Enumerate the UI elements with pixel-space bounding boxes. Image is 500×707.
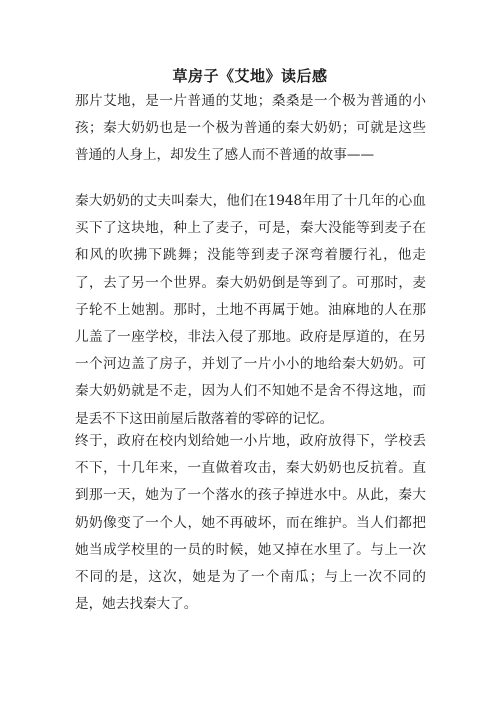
document-title: 草房子《艾地》读后感 [172,67,328,85]
paragraph-ending: 终于，政府在校内划给她一小片地，政府放得下，学校丢不下，十几年来，一直做着攻击，秦大奶奶也反抗着。直到那一天，她为了一个落水的孩子掉进水中。从此，秦大奶奶像变了一个人，她不再破坏，而在维护。当人们都把她当成学校里的一员的时候，她又掉在水里了。与上一次不同的是，这次，她是为了一个南瓜；与上一次不同的是，她去找秦大了。 [75,433,426,613]
paragraph-intro: 那片艾地，是一片普通的艾地；桑桑是一个极为普通的小孩；秦大奶奶也是一个极为普通的秦大奶奶；可就是这些普通的人身上，却发生了感人而不普通的故事—— [75,93,426,164]
paragraph-story: 秦大奶奶的丈夫叫秦大，他们在1948年用了十几年的心血买下了这块地，种上了麦子，可是，秦大没能等到麦子在和风的吹拂下跳舞；没能等到麦子深弯着腰行礼，他走了，去了另一个世界。秦大奶奶倒是等到了。可那时，麦子轮不上她割。那时，土地不再属于她。油麻地的人在那儿盖了一座学校，非法入侵了那地。政府是厚道的，在另一个河边盖了房子，并划了一片小小的地给秦大奶奶。可秦大奶奶就是不走，因为人们不知她不是舍不得这地，而是丢不下这田前屋后散落着的零碎的记忆。 [75,193,426,427]
